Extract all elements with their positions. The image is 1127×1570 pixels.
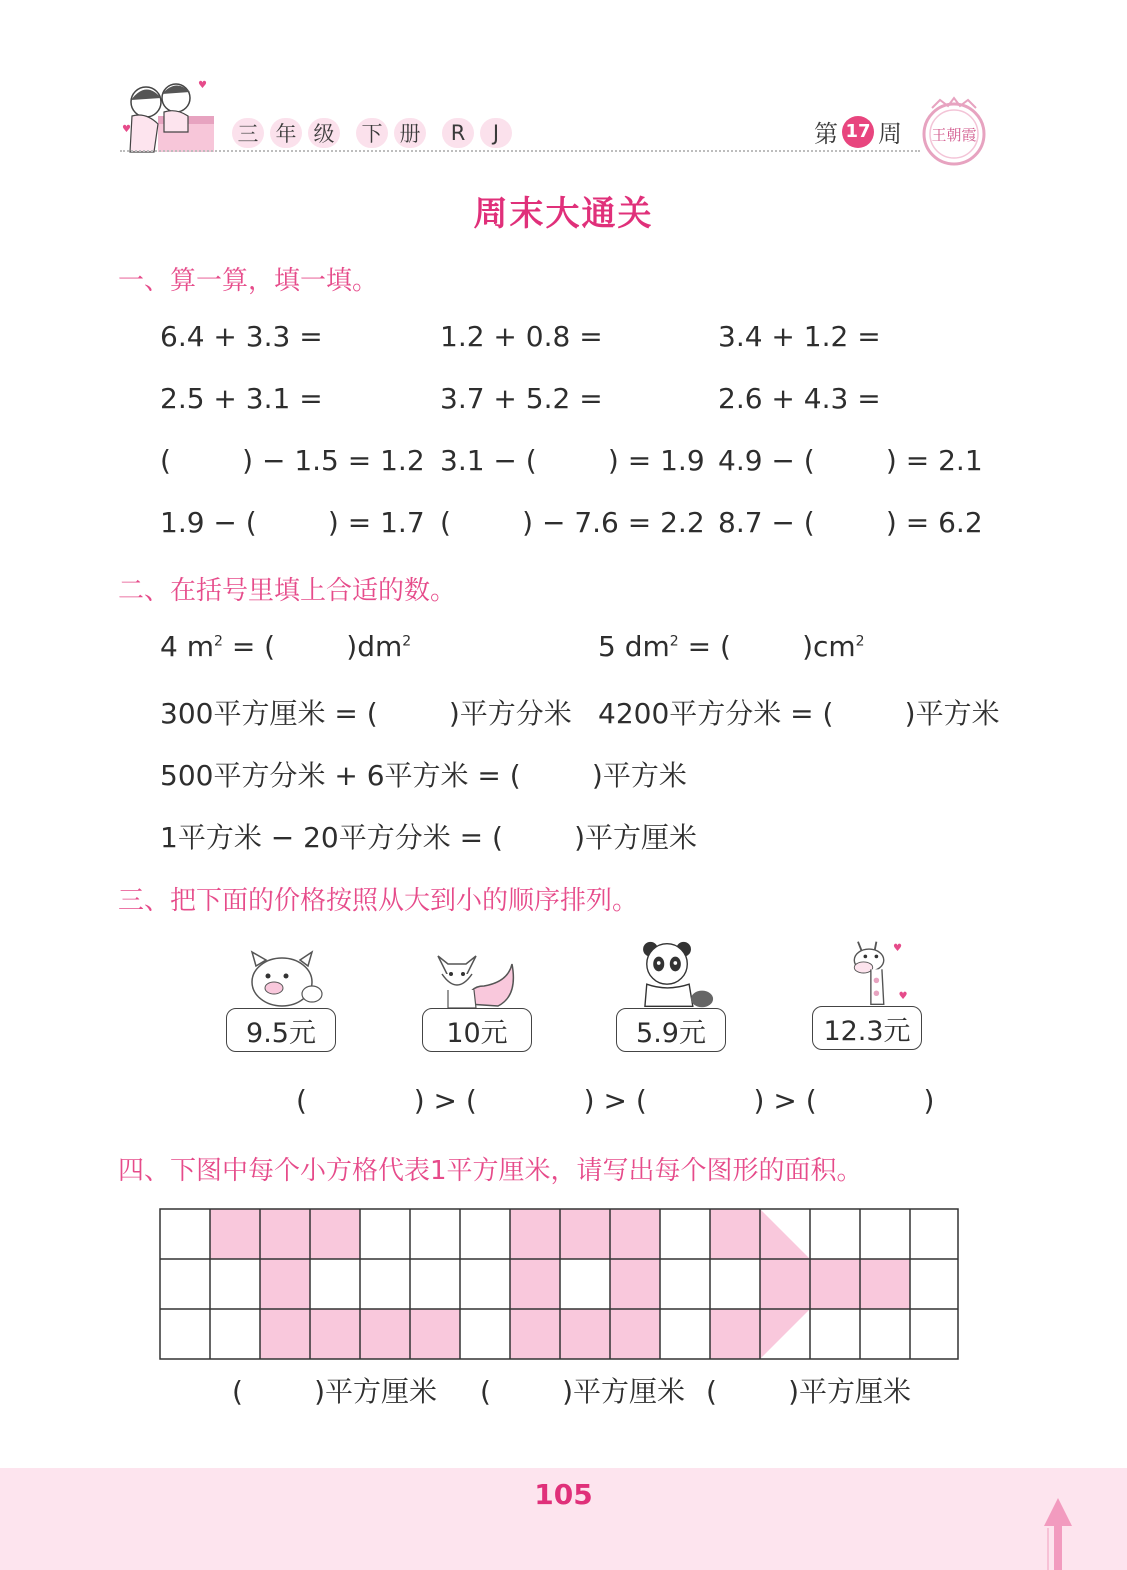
equation: 3.1 − ( ) = 1.9 (440, 444, 705, 477)
section-2-heading: 二、在括号里填上合适的数。 (118, 576, 457, 606)
shape-1-cells (210, 1209, 460, 1359)
kids-illustration (118, 72, 218, 158)
equation: 2.6 + 4.3 = (718, 382, 881, 415)
equation: ( ) − 1.5 = 1.2 (160, 444, 425, 477)
week-indicator (814, 114, 902, 149)
section-3-heading: 三、把下面的价格按照从大到小的顺序排列。 (118, 886, 639, 916)
week-prefix: 第 (814, 120, 838, 148)
equation: 2.5 + 3.1 = (160, 382, 323, 415)
page-number: 105 (534, 1478, 593, 1511)
equation: 3.7 + 5.2 = (440, 382, 603, 415)
page-title: 周末大通关 (473, 194, 654, 234)
equation: 1.2 + 0.8 = (440, 320, 603, 353)
price-tag: 9.5元 (226, 1008, 336, 1052)
conversion-item: 5 $dm^2$ = ( )$cm^2$ (598, 630, 865, 663)
price-tag: 12.3元 (812, 1006, 922, 1050)
area-grid (158, 1207, 960, 1363)
grade-tag: 级 (308, 118, 340, 148)
seal-text: 王朝霞 (931, 126, 977, 144)
conversion-item: 4 $m^2$ = ( )$dm^2$ (160, 630, 412, 663)
section-1-heading: 一、算一算，填一填。 (118, 266, 379, 296)
area-answer: ( )平方厘米 (706, 1375, 912, 1408)
equation: 1.9 − ( ) = 1.7 (160, 506, 425, 539)
equation: 6.4 + 3.3 = (160, 320, 323, 353)
grade-tags (232, 118, 512, 148)
svg-text:♥: ♥ (898, 990, 908, 1002)
price-tag: 5.9元 (616, 1008, 726, 1052)
equation: 3.4 + 1.2 = (718, 320, 881, 353)
grade-tag: 下 (356, 118, 388, 148)
svg-text:♥: ♥ (122, 124, 131, 135)
grade-tag: 年 (270, 118, 302, 148)
price-tag: 10元 (422, 1008, 532, 1052)
equation: ( ) − 7.6 = 2.2 (440, 506, 705, 539)
arrow-up-icon (1040, 1496, 1076, 1570)
panda-illustration (634, 940, 724, 1010)
svg-text:♥: ♥ (198, 80, 207, 91)
week-suffix: 周 (878, 120, 902, 148)
header-rule (120, 150, 920, 152)
grade-tag: 册 (394, 118, 426, 148)
equation: 8.7 − ( ) = 6.2 (718, 506, 983, 539)
grade-tag: J (480, 118, 512, 148)
shape-2-cells (510, 1209, 660, 1359)
conversion-item: 500平方分米 + 6平方米 = ( )平方米 (160, 759, 687, 792)
conversion-item: 1平方米 − 20平方分米 = ( )平方厘米 (160, 821, 698, 854)
order-answer-line: ( ) > ( ) > ( ) > ( ) (296, 1084, 935, 1117)
author-seal (918, 96, 990, 168)
svg-text:♥: ♥ (892, 942, 903, 954)
giraffe-illustration (836, 938, 926, 1008)
conversion-item: 300平方厘米 = ( )平方分米 (160, 697, 572, 730)
area-answer: ( )平方厘米 (480, 1375, 686, 1408)
section-4-heading: 四、下图中每个小方格代表1平方厘米，请写出每个图形的面积。 (118, 1156, 863, 1186)
area-answer: ( )平方厘米 (232, 1375, 438, 1408)
fox-illustration (428, 946, 518, 1016)
week-number-badge: 17 (842, 116, 874, 148)
grade-tag: 三 (232, 118, 264, 148)
grade-tag: R (442, 118, 474, 148)
equation: 4.9 − ( ) = 2.1 (718, 444, 983, 477)
conversion-item: 4200平方分米 = ( )平方米 (598, 697, 1000, 730)
pig-illustration (238, 946, 328, 1016)
